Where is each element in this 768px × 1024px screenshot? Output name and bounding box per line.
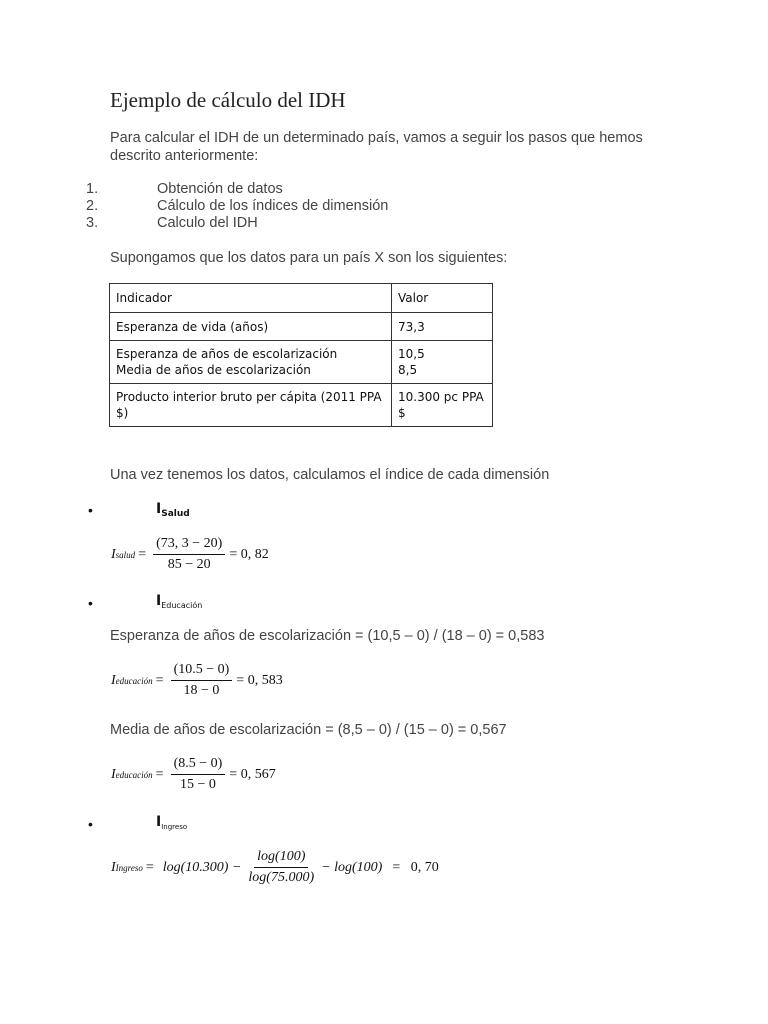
formula-subscript: educación xyxy=(115,769,153,780)
formula-subscript: salud xyxy=(115,549,136,560)
step-number: 2. xyxy=(86,198,99,214)
step-item: Obtención de datos xyxy=(157,181,283,197)
heading-letter: I xyxy=(156,501,162,517)
fraction-denominator: log(75.000) xyxy=(248,870,315,885)
formula-symbol: I xyxy=(111,546,116,562)
formula-symbol: I xyxy=(111,859,116,875)
table-row xyxy=(110,313,493,341)
step-item: Calculo del IDH xyxy=(157,215,258,231)
formula-result: = 0, 70 xyxy=(392,859,439,875)
formula-subscript: educación xyxy=(115,675,153,686)
heading-letter: I xyxy=(156,814,162,830)
educacion-mean-text: Media de años de escolarización = (8,5 – 0) / (15 – 0) = 0,567 xyxy=(110,722,507,738)
table-cell-line: $) xyxy=(116,406,129,420)
formula-result: = 0, 567 xyxy=(229,766,276,782)
formula-subscript: Ingreso xyxy=(115,862,143,873)
formula-educacion-expectancy xyxy=(111,662,283,699)
section-heading-educacion xyxy=(156,593,202,610)
formula-equals: = xyxy=(145,859,154,875)
formula-symbol: I xyxy=(111,672,116,688)
table-header-cell: Indicador xyxy=(110,284,392,313)
table-cell-line: Esperanza de años de escolarización xyxy=(116,347,338,361)
table-cell-line: Producto interior bruto per cápita (2011 PPA xyxy=(116,390,382,404)
formula-result: = 0, 583 xyxy=(236,672,283,688)
suppose-paragraph: Supongamos que los datos para un país X son los siguientes: xyxy=(110,250,508,266)
table-cell-line: 8,5 xyxy=(398,363,418,377)
fraction-numerator: (10.5 − 0) xyxy=(171,662,233,681)
formula-educacion-mean xyxy=(111,756,276,793)
fraction-denominator: 85 − 20 xyxy=(167,557,211,572)
step-number: 3. xyxy=(86,215,99,231)
table-cell-line: $ xyxy=(398,406,406,420)
table-cell-line: 10,5 xyxy=(398,347,425,361)
formula-ingreso xyxy=(111,849,439,886)
formula-fraction xyxy=(171,662,233,699)
heading-subscript: Ingreso xyxy=(161,823,188,831)
heading-subscript: Educación xyxy=(161,601,203,610)
bullet-icon: • xyxy=(88,502,93,518)
table-cell: 73,3 xyxy=(392,313,493,341)
fraction-denominator: 18 − 0 xyxy=(183,683,220,698)
once-paragraph: Una vez tenemos los datos, calculamos el índice de cada dimensión xyxy=(110,467,550,483)
bullet-icon: • xyxy=(88,595,93,611)
table-cell-line: Media de años de escolarización xyxy=(116,363,311,377)
page-title: Ejemplo de cálculo del IDH xyxy=(110,88,346,112)
formula-fraction xyxy=(153,536,225,573)
table-cell: Esperanza de vida (años) xyxy=(110,313,392,341)
formula-symbol: I xyxy=(111,766,116,782)
table-cell-line: 10.300 pc PPA xyxy=(398,390,484,404)
fraction-numerator: (8.5 − 0) xyxy=(171,756,226,775)
table-row xyxy=(110,341,493,384)
table-row xyxy=(110,384,493,427)
formula-equals: = xyxy=(155,672,164,688)
formula-fraction xyxy=(245,849,317,886)
data-table xyxy=(109,283,493,427)
table-header-cell: Valor xyxy=(392,284,493,313)
formula-fraction xyxy=(171,756,226,793)
step-number: 1. xyxy=(86,181,99,197)
heading-letter: I xyxy=(156,593,162,609)
step-item: Cálculo de los índices de dimensión xyxy=(157,198,389,214)
table-cell xyxy=(392,341,493,384)
formula-equals: = xyxy=(138,546,147,562)
fraction-numerator: (73, 3 − 20) xyxy=(153,536,225,555)
educacion-expectancy-text: Esperanza de años de escolarización = (10,5 – 0) / (18 – 0) = 0,583 xyxy=(110,628,545,644)
section-heading-ingreso xyxy=(156,814,187,831)
formula-term: log(10.300) − xyxy=(162,859,242,875)
section-heading-salud xyxy=(156,501,190,519)
formula-result: = 0, 82 xyxy=(229,546,269,562)
heading-subscript: Salud xyxy=(161,509,190,519)
table-cell xyxy=(110,384,392,427)
formula-equals: = xyxy=(155,766,164,782)
table-header-row xyxy=(110,284,493,313)
table-cell xyxy=(110,341,392,384)
table-cell xyxy=(392,384,493,427)
fraction-denominator: 15 − 0 xyxy=(179,777,216,792)
intro-paragraph: Para calcular el IDH de un determinado país, vamos a seguir los pasos que hemos descrito anteriormente: xyxy=(110,130,643,164)
fraction-numerator: log(100) xyxy=(254,849,308,868)
bullet-icon: • xyxy=(88,816,93,832)
formula-salud xyxy=(111,536,269,573)
formula-term: − log(100) xyxy=(321,859,383,875)
